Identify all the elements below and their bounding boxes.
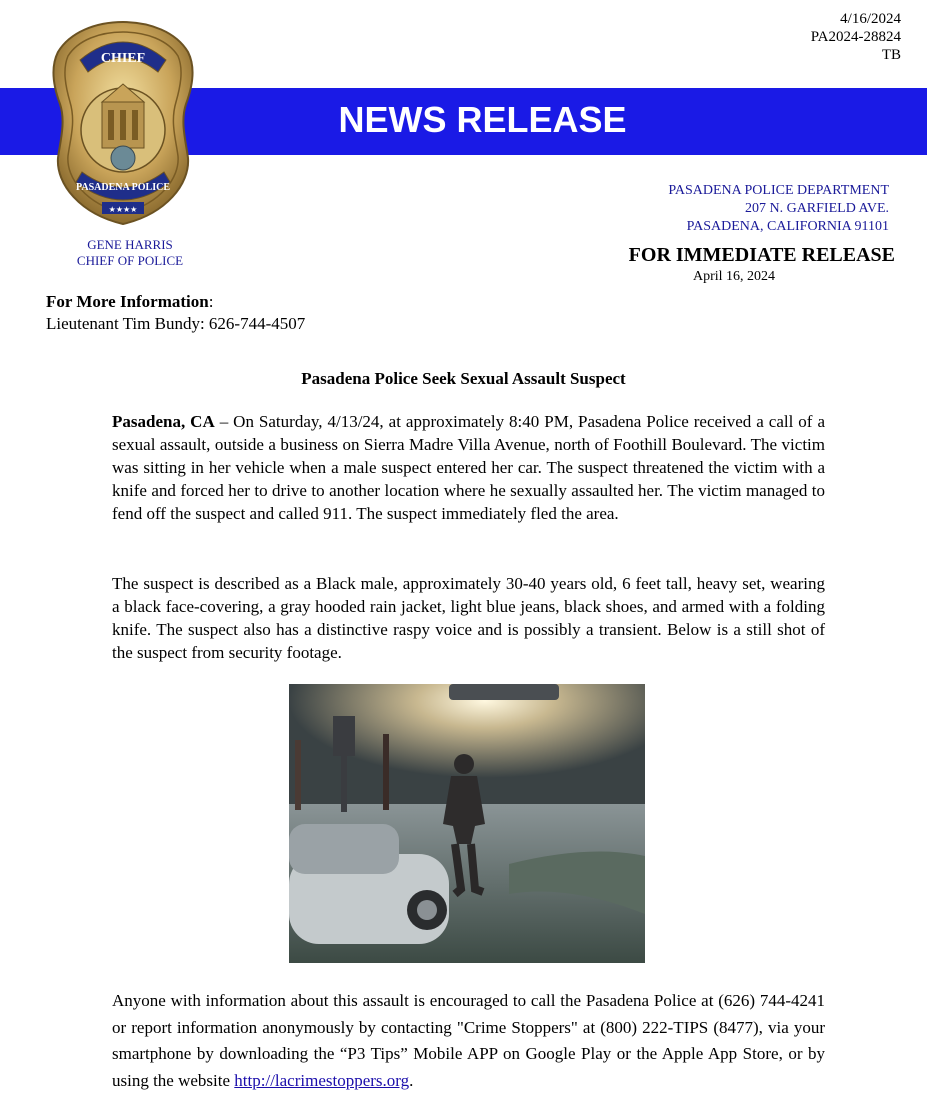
chief-block <box>40 237 220 269</box>
paragraph-3-text: Anyone with information about this assault is encouraged to call the Pasadena Police at (626) 744-4241 or report information anonymously by contacting "Crime Stoppers" at (800) 222-TIPS (8477), via your smartphone by downloading the “P3 Tips” Mobile APP on Google Play or the Apple App Store, or by using the website <box>112 991 825 1090</box>
contact-person: Lieutenant Tim Bundy: 626-744-4507 <box>46 314 306 333</box>
contact-colon: : <box>208 292 214 311</box>
contact-label: For More Information <box>46 292 209 311</box>
body-paragraph-1 <box>112 410 825 525</box>
chief-name: GENE HARRIS <box>87 237 173 252</box>
release-date: April 16, 2024 <box>693 269 776 284</box>
badge-bottom-text: PASADENA POLICE <box>76 182 170 193</box>
case-number: PA2024-28824 <box>810 29 901 45</box>
dateline: Pasadena, CA <box>112 412 215 431</box>
badge-stars: ★★★★ <box>108 205 138 214</box>
reference-date: 4/16/2024 <box>840 11 901 27</box>
police-badge-icon <box>50 18 196 228</box>
contact-info <box>46 291 305 335</box>
document-reference <box>811 10 901 64</box>
crime-stoppers-link[interactable]: http://lacrimestoppers.org <box>234 1070 410 1090</box>
body-paragraph-3 <box>112 988 825 1094</box>
department-city: PASADENA, CALIFORNIA 91101 <box>686 219 889 234</box>
body-paragraph-2: The suspect is described as a Black male, approximately 30-40 years old, 6 feet tall, heavy set, wearing a black face-covering, a gray hooded rain jacket, light blue jeans, black shoes, and armed with a folding knife. The suspect also has a distinctive raspy voice and is possibly a transient. Below is a still shot of the suspect from security footage. <box>112 574 825 662</box>
badge-top-text: CHIEF <box>100 51 146 66</box>
suspect-photo <box>289 684 645 963</box>
banner-title: NEWS RELEASE <box>338 99 627 140</box>
author-initials: TB <box>881 47 901 63</box>
chief-title: CHIEF OF POLICE <box>76 253 184 268</box>
headline: Pasadena Police Seek Sexual Assault Suspect <box>301 369 626 388</box>
department-street: 207 N. GARFIELD AVE. <box>744 201 889 216</box>
department-name: PASADENA POLICE DEPARTMENT <box>668 183 889 198</box>
paragraph-3-end: . <box>409 1070 414 1090</box>
release-label: FOR IMMEDIATE RELEASE <box>628 244 895 266</box>
paragraph-1-text: – On Saturday, 4/13/24, at approximately 8:40 PM, Pasadena Police received a call of a sexual assault, outside a business on Sierra Madre Villa Avenue, north of Foothill Boulevard. The victim was sitting in her vehicle when a male suspect entered her car. The suspect threatened the victim with a knife and forced her to drive to another location where he sexually assaulted her. The victim managed to fend off the suspect and called 911. The suspect immediately fled the area. <box>112 412 825 523</box>
department-address <box>668 182 889 236</box>
